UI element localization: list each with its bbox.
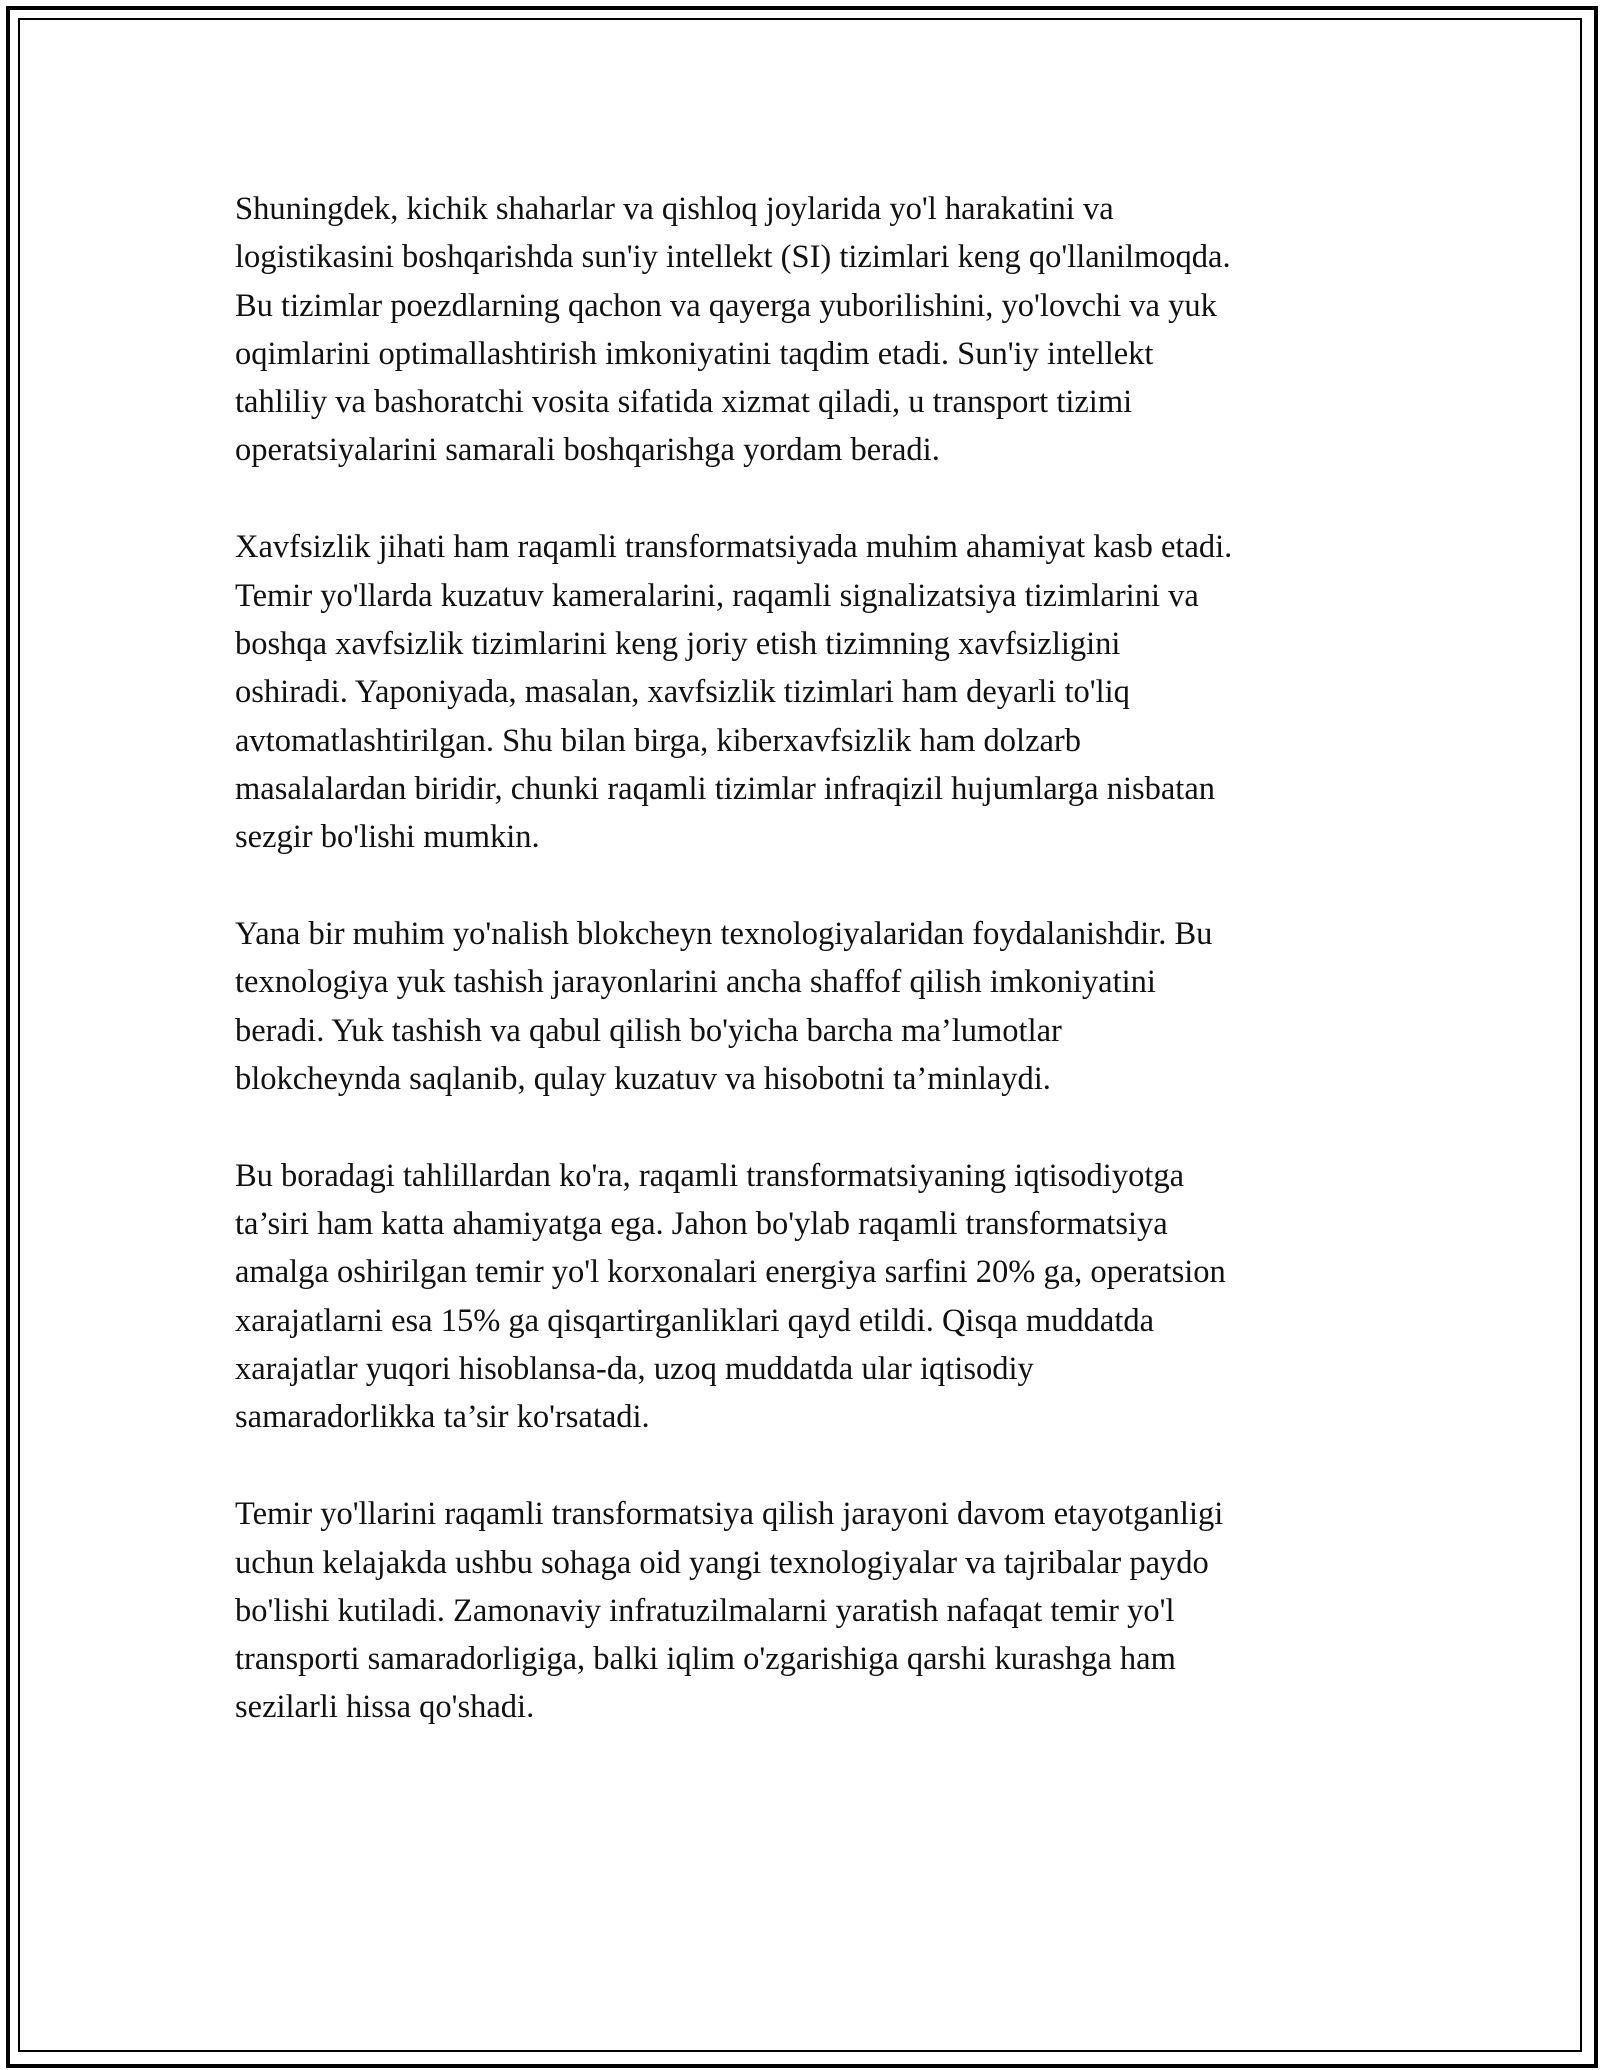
text-line: operatsiyalarini samarali boshqarishga yordam beradi. bbox=[235, 432, 940, 469]
document-body bbox=[235, 185, 1385, 1780]
paragraph-security bbox=[235, 523, 1385, 861]
text-line: amalga oshirilgan temir yo'l korxonalari energiya sarfini 20% ga, operatsion bbox=[235, 1254, 1226, 1291]
text-line: bo'lishi kutiladi. Zamonaviy infratuzilmalarni yaratish nafaqat temir yo'l bbox=[235, 1592, 1175, 1629]
text-line: uchun kelajakda ushbu sohaga oid yangi texnologiyalar va tajribalar paydo bbox=[235, 1544, 1209, 1581]
text-line: Yana bir muhim yo'nalish blokcheyn texnologiyalaridan foydalanishdir. Bu bbox=[235, 916, 1213, 953]
paragraph-future-outlook bbox=[235, 1490, 1385, 1731]
text-line: boshqa xavfsizlik tizimlarini keng joriy etish tizimning xavfsizligini bbox=[235, 625, 1121, 662]
text-line: xarajatlar yuqori hisoblansa-da, uzoq muddatda ular iqtisodiy bbox=[235, 1351, 1034, 1388]
text-line: avtomatlashtirilgan. Shu bilan birga, kiberxavfsizlik ham dolzarb bbox=[235, 722, 1081, 759]
text-line: beradi. Yuk tashish va qabul qilish bo'yicha barcha ma’lumotlar bbox=[235, 1012, 1062, 1049]
text-line: oshiradi. Yaponiyada, masalan, xavfsizlik tizimlari ham deyarli to'liq bbox=[235, 674, 1130, 711]
text-line: texnologiya yuk tashish jarayonlarini ancha shaffof qilish imkoniyatini bbox=[235, 964, 1156, 1001]
text-line: tahliliy va bashoratchi vosita sifatida xizmat qiladi, u transport tizimi bbox=[235, 384, 1133, 421]
text-line: transporti samaradorligiga, balki iqlim o'zgarishiga qarshi kurashga ham bbox=[235, 1641, 1176, 1678]
text-line: Bu tizimlar poezdlarning qachon va qayerga yuborilishini, yo'lovchi va yuk bbox=[235, 287, 1217, 324]
text-line: blokcheynda saqlanib, qulay kuzatuv va hisobotni ta’minlaydi. bbox=[235, 1060, 1051, 1097]
text-line: logistikasini boshqarishda sun'iy intellekt (SI) tizimlari keng qo'llanilmoqda. bbox=[235, 239, 1231, 276]
paragraph-ai-logistics bbox=[235, 185, 1385, 475]
text-line: Shuningdek, kichik shaharlar va qishloq joylarida yo'l harakatini va bbox=[235, 191, 1114, 227]
text-line: Temir yo'llarda kuzatuv kameralarini, raqamli signalizatsiya tizimlarini va bbox=[235, 577, 1199, 614]
text-line: oqimlarini optimallashtirish imkoniyatini taqdim etadi. Sun'iy intellekt bbox=[235, 335, 1154, 372]
text-line: xarajatlarni esa 15% ga qisqartirganliklari qayd etildi. Qisqa muddatda bbox=[235, 1302, 1155, 1339]
text-line: sezgir bo'lishi mumkin. bbox=[235, 819, 540, 856]
text-line: Bu boradagi tahlillardan ko'ra, raqamli transformatsiyaning iqtisodiyotga bbox=[235, 1157, 1185, 1194]
paragraph-blockchain bbox=[235, 910, 1385, 1103]
paragraph-economic-impact bbox=[235, 1152, 1385, 1442]
text-line: Temir yo'llarini raqamli transformatsiya qilish jarayoni davom etayotganligi bbox=[235, 1496, 1224, 1533]
text-line: sezilarli hissa qo'shadi. bbox=[235, 1689, 535, 1726]
text-line: ta’siri ham katta ahamiyatga ega. Jahon bo'ylab raqamli transformatsiya bbox=[235, 1206, 1168, 1243]
text-line: masalalardan biridir, chunki raqamli tizimlar infraqizil hujumlarga nisbatan bbox=[235, 770, 1215, 807]
text-line: Xavfsizlik jihati ham raqamli transformatsiyada muhim ahamiyat kasb etadi. bbox=[235, 529, 1233, 566]
text-line: samaradorlikka ta’sir ko'rsatadi. bbox=[235, 1399, 650, 1436]
